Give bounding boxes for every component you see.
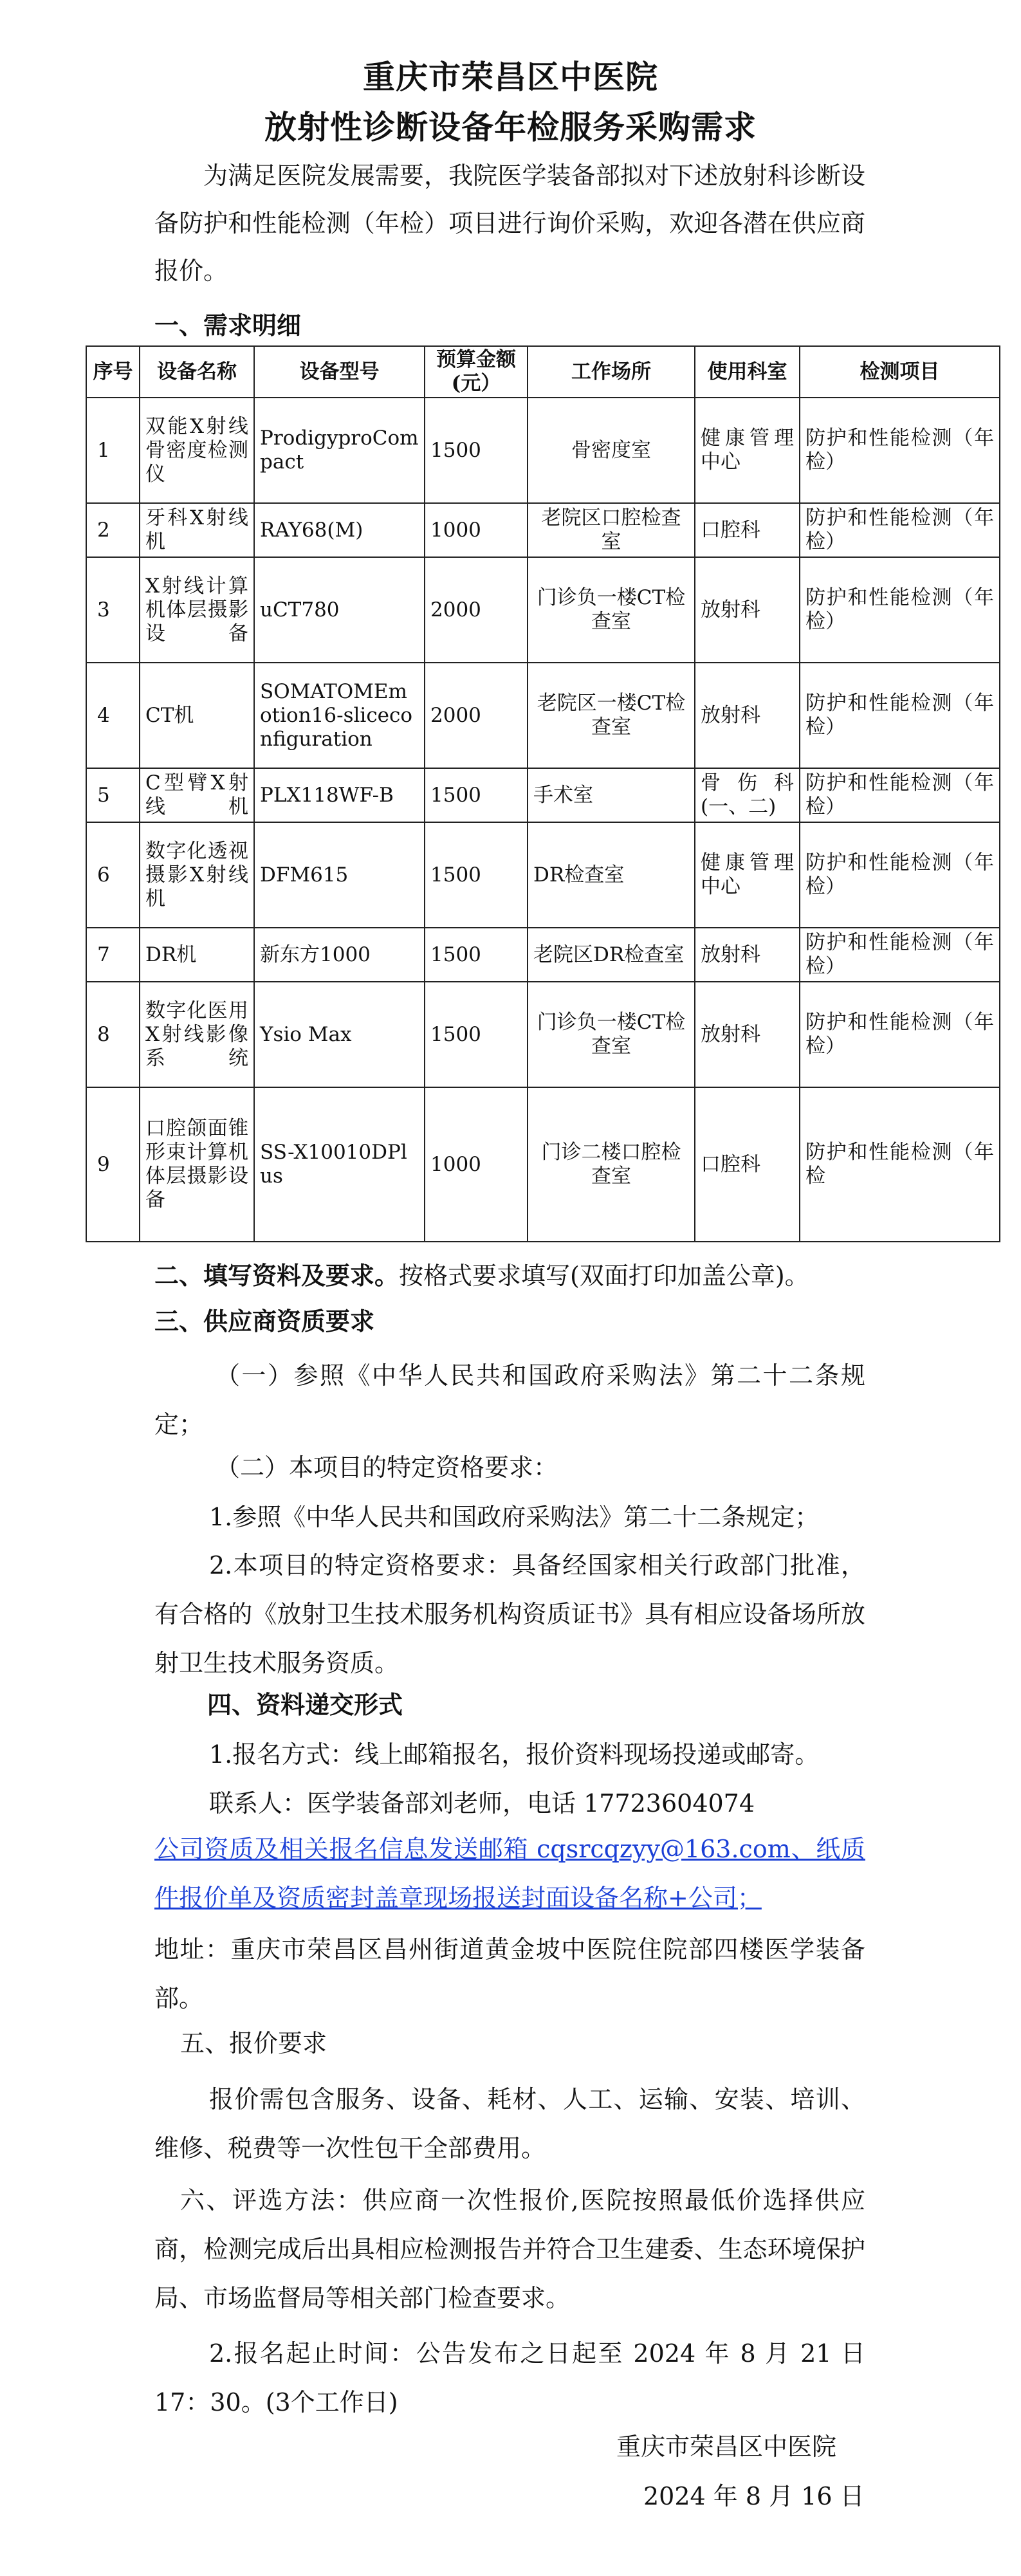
cell-department: 健康管理中心 — [695, 398, 800, 503]
table-row — [86, 822, 1000, 928]
section3-paragraph-3: 1.参照《中华人民共和国政府采购法》第二十二条规定； — [209, 1503, 820, 1531]
cell-budget: 1500 — [425, 928, 528, 982]
cell-test-item: 防护和性能检测（年检） — [800, 982, 1000, 1087]
cell-model: 新东方1000 — [254, 928, 425, 982]
cell-workplace: 门诊二楼口腔检查室 — [528, 1087, 695, 1242]
section2-heading: 二、填写资料及要求。 — [154, 1262, 400, 1290]
intro-paragraph: 为满足医院发展需要，我院医学装备部拟对下述放射科诊断设备防护和性能检测（年检）项目进行询价采购，欢迎各潜在供应商报价。 — [154, 161, 865, 285]
document-title-line2: 放射性诊断设备年检服务采购需求 — [264, 109, 757, 146]
deadline-text: 2.报名起止时间：公告发布之日起至 2024 年 8 月 21 日 17：30。(3个工作日) — [154, 2339, 865, 2416]
cell-department: 口腔科 — [695, 503, 800, 557]
section5-text: 报价需包含服务、设备、耗材、人工、运输、安装、培训、维修、税费等一次性包干全部费用。 — [154, 2085, 865, 2162]
cell-model: uCT780 — [254, 557, 425, 663]
table-row — [86, 503, 1000, 557]
cell-model: Ysio Max — [254, 982, 425, 1087]
cell-test-item: 防护和性能检测（年检） — [800, 398, 1000, 503]
cell-department: 骨伤科(一、二) — [695, 768, 800, 822]
cell-test-item: 防护和性能检测（年检） — [800, 557, 1000, 663]
header-cell-workplace: 工作场所 — [528, 346, 695, 398]
cell-device-name: 牙科X射线机 — [140, 503, 254, 557]
section4-address: 地址：重庆市荣昌区昌州街道黄金坡中医院住院部四楼医学装备部。 — [154, 1935, 865, 2012]
header-cell-department: 使用科室 — [695, 346, 800, 398]
section3-heading: 三、供应商资质要求 — [154, 1307, 375, 1336]
section4-contact: 联系人：医学装备部刘老师，电话 17723604074 — [209, 1789, 755, 1817]
cell-workplace: 老院区一楼CT检查室 — [528, 663, 695, 768]
cell-budget: 1500 — [425, 398, 528, 503]
cell-workplace: DR检查室 — [528, 822, 695, 928]
cell-device-name: 数字化医用X射线影像系统 — [140, 982, 254, 1087]
cell-department: 放射科 — [695, 928, 800, 982]
cell-test-item: 防护和性能检测（年检） — [800, 663, 1000, 768]
signature-date: 2024 年 8 月 16 日 — [643, 2482, 865, 2510]
cell-budget: 2000 — [425, 663, 528, 768]
cell-department: 放射科 — [695, 557, 800, 663]
cell-index: 5 — [86, 768, 140, 822]
cell-device-name: CT机 — [140, 663, 254, 768]
cell-department: 健康管理中心 — [695, 822, 800, 928]
cell-model: SOMATOMEmotion16-sliceconfiguration — [254, 663, 425, 768]
table-row — [86, 557, 1000, 663]
cell-model: DFM615 — [254, 822, 425, 928]
header-cell-budget: 预算金额(元） — [425, 346, 528, 398]
cell-test-item: 防护和性能检测（年检） — [800, 822, 1000, 928]
cell-index: 2 — [86, 503, 140, 557]
cell-device-name: DR机 — [140, 928, 254, 982]
section4-heading: 四、资料递交形式 — [207, 1691, 403, 1719]
cell-workplace: 老院区口腔检查室 — [528, 503, 695, 557]
table-row — [86, 398, 1000, 503]
header-cell-test-item: 检测项目 — [800, 346, 1000, 398]
table-row — [86, 768, 1000, 822]
cell-department: 口腔科 — [695, 1087, 800, 1242]
cell-device-name: 口腔颌面锥形束计算机体层摄影设备 — [140, 1087, 254, 1242]
requirements-table — [86, 345, 1000, 1242]
table-header-row — [86, 346, 1000, 398]
header-cell-device-name: 设备名称 — [140, 346, 254, 398]
section3-paragraph-1: （一）参照《中华人民共和国政府采购法》第二十二条规定； — [154, 1361, 865, 1439]
section5-heading: 五、报价要求 — [180, 2029, 327, 2057]
cell-index: 7 — [86, 928, 140, 982]
signature-org: 重庆市荣昌区中医院 — [616, 2433, 837, 2461]
cell-device-name: X射线计算机体层摄影设备 — [140, 557, 254, 663]
cell-index: 4 — [86, 663, 140, 768]
cell-index: 8 — [86, 982, 140, 1087]
section3-paragraph-4: 2.本项目的特定资格要求：具备经国家相关行政部门批准，有合格的《放射卫生技术服务机构资质证书》具有相应设备场所放射卫生技术服务资质。 — [154, 1551, 865, 1677]
cell-test-item: 防护和性能检测（年检 — [800, 1087, 1000, 1242]
cell-model: RAY68(M) — [254, 503, 425, 557]
cell-workplace: 手术室 — [528, 768, 695, 822]
cell-workplace: 骨密度室 — [528, 398, 695, 503]
cell-budget: 1500 — [425, 768, 528, 822]
cell-budget: 2000 — [425, 557, 528, 663]
submission-email-link[interactable]: 公司资质及相关报名信息发送邮箱 cqsrcqzyy@163.com、纸质件报价单及资质密封盖章现场报送封面设备名称+公司； — [154, 1835, 865, 1912]
cell-model: PLX118WF-B — [254, 768, 425, 822]
table-row — [86, 1087, 1000, 1242]
cell-device-name: 数字化透视摄影X射线机 — [140, 822, 254, 928]
section2-text: 按格式要求填写(双面打印加盖公章)。 — [399, 1262, 809, 1290]
table-row — [86, 928, 1000, 982]
section6-text: 六、评选方法：供应商一次性报价,医院按照最低价选择供应商，检测完成后出具相应检测报告并符合卫生建委、生态环境保护局、市场监督局等相关部门检查要求。 — [154, 2186, 865, 2312]
cell-index: 6 — [86, 822, 140, 928]
cell-department: 放射科 — [695, 982, 800, 1087]
cell-workplace: 老院区DR检查室 — [528, 928, 695, 982]
cell-index: 3 — [86, 557, 140, 663]
cell-test-item: 防护和性能检测（年检） — [800, 928, 1000, 982]
section3-paragraph-2: （二）本项目的特定资格要求： — [216, 1453, 558, 1482]
cell-budget: 1500 — [425, 982, 528, 1087]
cell-index: 9 — [86, 1087, 140, 1242]
cell-model: ProdigyproCompact — [254, 398, 425, 503]
cell-budget: 1500 — [425, 822, 528, 928]
cell-department: 放射科 — [695, 663, 800, 768]
cell-workplace: 门诊负一楼CT检查室 — [528, 982, 695, 1087]
cell-device-name: 双能X射线骨密度检测仪 — [140, 398, 254, 503]
section4-paragraph-1: 1.报名方式：线上邮箱报名，报价资料现场投递或邮寄。 — [209, 1740, 820, 1769]
header-cell-index: 序号 — [86, 346, 140, 398]
cell-budget: 1000 — [425, 503, 528, 557]
cell-budget: 1000 — [425, 1087, 528, 1242]
cell-workplace: 门诊负一楼CT检查室 — [528, 557, 695, 663]
header-cell-model: 设备型号 — [254, 346, 425, 398]
cell-device-name: C型臂X射线机 — [140, 768, 254, 822]
cell-test-item: 防护和性能检测（年检） — [800, 503, 1000, 557]
document-title-line1: 重庆市荣昌区中医院 — [363, 59, 658, 96]
table-row — [86, 982, 1000, 1087]
cell-model: SS-X10010DPlus — [254, 1087, 425, 1242]
cell-index: 1 — [86, 398, 140, 503]
section1-heading: 一、需求明细 — [154, 311, 302, 340]
section2-line — [154, 1258, 865, 1294]
table-row — [86, 663, 1000, 768]
cell-test-item: 防护和性能检测（年检） — [800, 768, 1000, 822]
